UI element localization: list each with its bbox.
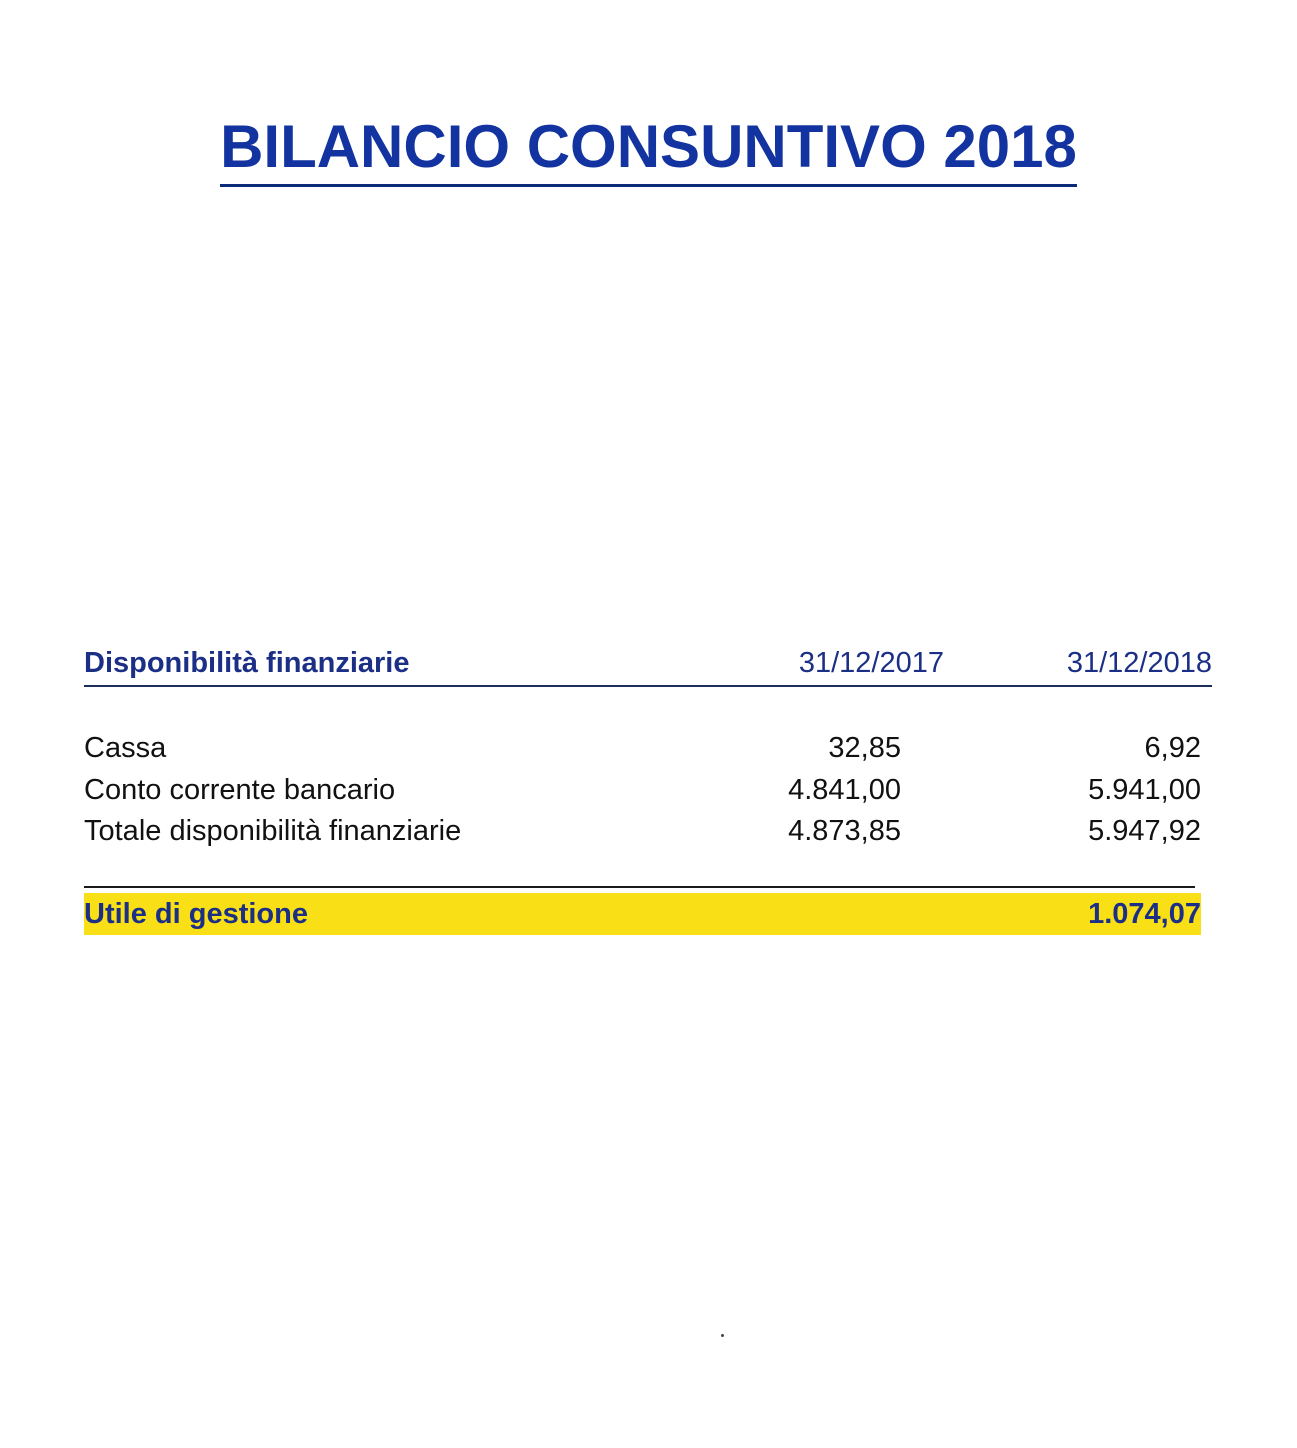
result-label: Utile di gestione — [84, 898, 308, 930]
page-title — [0, 112, 1297, 187]
row-value-2018: 6,92 — [1144, 732, 1201, 764]
section-label: Disponibilità finanziarie — [84, 647, 410, 679]
row-value-2018: 5.947,92 — [1088, 815, 1201, 847]
table-row — [84, 815, 1201, 855]
result-row — [84, 893, 1201, 935]
table-header — [84, 645, 1212, 687]
page-title-text: BILANCIO CONSUNTIVO 2018 — [220, 112, 1077, 187]
total-divider — [84, 886, 1195, 888]
row-label-conto-corrente: Conto corrente bancario — [84, 774, 396, 806]
row-label-totale: Totale disponibilità finanziarie — [84, 815, 462, 847]
column-header-2018: 31/12/2018 — [1066, 647, 1212, 679]
row-label-cassa: Cassa — [84, 732, 167, 764]
row-value-2017: 32,85 — [828, 732, 901, 764]
table-row — [84, 732, 1201, 772]
row-value-2017: 4.873,85 — [788, 815, 901, 847]
scan-speck — [721, 1334, 724, 1337]
table-row — [84, 774, 1201, 814]
row-value-2018: 5.941,00 — [1088, 774, 1201, 806]
result-value: 1.074,07 — [1088, 898, 1201, 930]
column-header-2017: 31/12/2017 — [798, 647, 944, 679]
row-value-2017: 4.841,00 — [788, 774, 901, 806]
